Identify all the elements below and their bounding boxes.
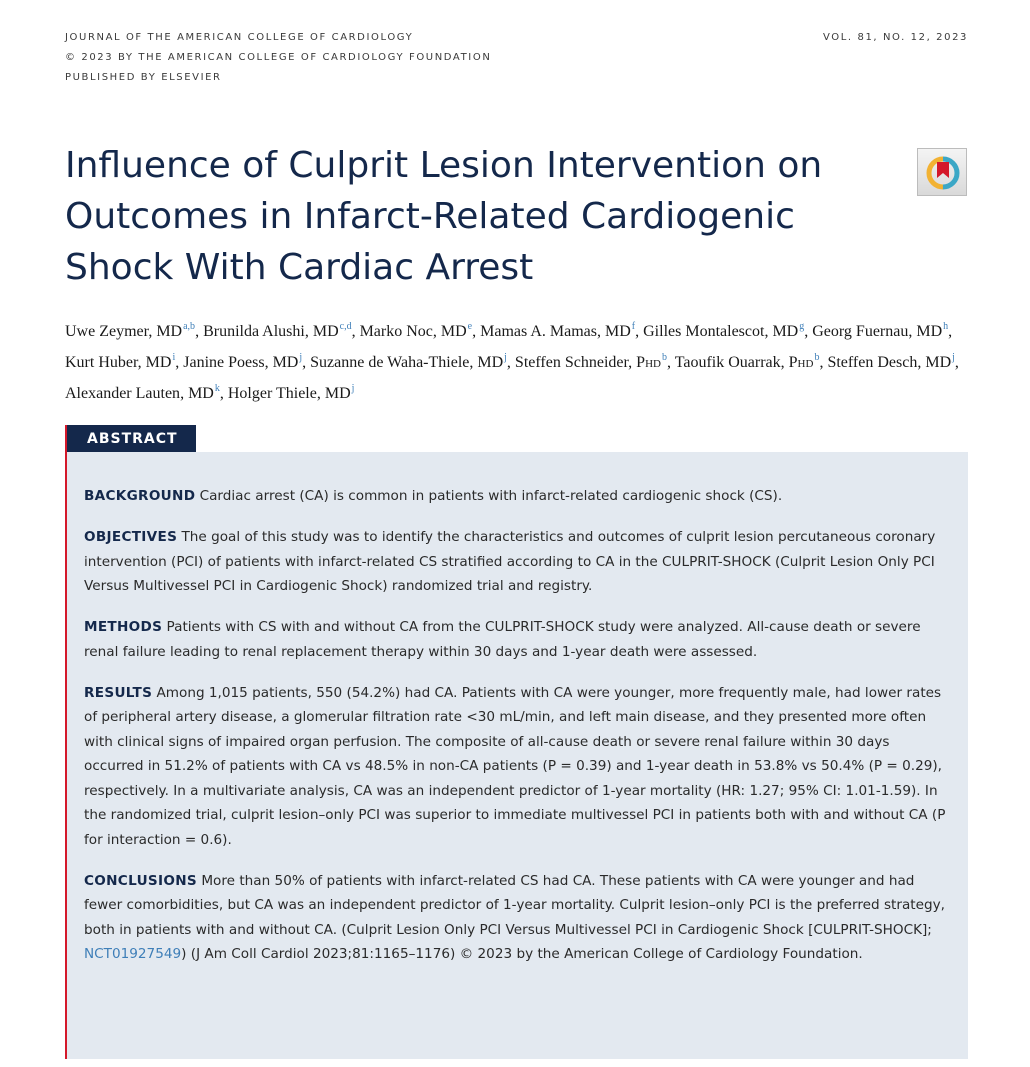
- author-degree: MD: [324, 385, 351, 402]
- author-name: Brunilda Alushi: [203, 323, 305, 340]
- author-affiliation-marker[interactable]: j: [504, 352, 507, 363]
- author-affiliation-marker[interactable]: g: [799, 321, 805, 332]
- author-degree: MD: [440, 323, 467, 340]
- abstract-background: [84, 484, 952, 509]
- author-affiliation-marker[interactable]: k: [214, 383, 220, 394]
- author-name: Janine Poess: [183, 354, 265, 371]
- volume-issue: VOL. 81, NO. 12, 2023: [823, 32, 968, 43]
- author-name: Gilles Montalescot: [643, 323, 765, 340]
- objectives-heading: OBJECTIVES: [84, 529, 178, 545]
- author-degree: MD: [772, 323, 799, 340]
- author-degree: MD: [312, 323, 339, 340]
- author-affiliation-marker[interactable]: j: [351, 383, 355, 394]
- author[interactable]: Brunilda Alushi, MD$^{c,d}$: [203, 321, 352, 340]
- author-affiliation-marker[interactable]: a,b: [183, 321, 196, 332]
- author-name: Kurt Huber: [65, 354, 138, 371]
- author-affiliation-marker[interactable]: c,d: [339, 321, 352, 332]
- author-affiliation-marker[interactable]: b: [661, 352, 667, 363]
- author[interactable]: Suzanne de Waha-Thiele, $MD^j$: [310, 352, 507, 371]
- author[interactable]: Uwe Zeymer, MD$^{a,b}$: [65, 321, 196, 340]
- results-heading: RESULTS: [84, 684, 153, 701]
- author-degree: MD: [188, 385, 214, 402]
- author-degree: MD: [925, 354, 952, 371]
- author-degree: Phd: [636, 354, 661, 371]
- article-title: Influence of Culprit Lesion Intervention on Outcomes in Infarct-Related Cardiogenic Shock With Cardiac Arrest: [65, 145, 823, 288]
- methods-text: Patients with CS with and without CA from the CULPRIT-SHOCK study were analyzed. All-cause death or severe renal failure leading to renal replacement therapy within 30 days and 1-year death were assessed.: [84, 619, 921, 660]
- author-list: Uwe Zeymer, MD$^{a,b}$, Brunilda Alushi, MD$^{c,d}$, Marko Noc, MDe, Mamas A. Mamas, $MD^f$, Gilles Montalescot, $MD^g$, Georg Fuernau, $MD^h$, Kurt Huber, $MD^i$, Janine Poess, $MD^j$, Suzanne de Waha-Thiele, $MD^j$, Steffen Schneider, Phd$^b$, Taoufik Ouarrak, Phd$^b$, Steffen Desch, $MD^j$, Alexander Lauten, $MD^k$, Holger Thiele, $MD^j$: [65, 321, 959, 402]
- author-affiliation-marker[interactable]: h: [943, 321, 949, 332]
- methods-heading: METHODS: [84, 619, 163, 635]
- author[interactable]: Kurt Huber, $MD^i$: [65, 352, 176, 371]
- author-degree: MD: [145, 354, 172, 371]
- journal-name: JOURNAL OF THE AMERICAN COLLEGE OF CARDIOLOGY: [65, 32, 414, 43]
- author-degree: Phd: [788, 354, 814, 371]
- author-name: Marko Noc: [359, 323, 433, 340]
- conclusions-text: More than 50% of patients with infarct-related CS had CA. These patients with CA were younger and had fewer comorbidities, but CA was an independent predictor of 1-year mortality. Culprit lesion–only PCI is the preferred strategy, both in patients with and without CA. (Culprit Lesion Only PCI Versus Multivessel PCI in Cardiogenic Shock [CULPRIT-SHOCK];: [84, 872, 945, 938]
- author-affiliation-marker[interactable]: j: [952, 352, 955, 363]
- author[interactable]: Taoufik Ouarrak, Phd$^b$: [674, 352, 820, 371]
- author[interactable]: Steffen Schneider, Phd$^b$: [514, 352, 667, 371]
- author[interactable]: Gilles Montalescot, $MD^g$: [643, 321, 805, 340]
- author-name: Holger Thiele: [227, 385, 317, 402]
- author[interactable]: Marko Noc, MDe: [359, 321, 473, 340]
- copyright-line: © 2023 BY THE AMERICAN COLLEGE OF CARDIOLOGY FOUNDATION: [65, 52, 492, 63]
- author-name: Taoufik Ouarrak: [674, 354, 781, 371]
- author-affiliation-marker[interactable]: e: [467, 321, 473, 332]
- author-name: Alexander Lauten: [65, 385, 181, 402]
- author-degree: MD: [916, 323, 943, 340]
- author-name: Steffen Schneider: [514, 354, 629, 371]
- journal-masthead: [65, 28, 968, 88]
- author[interactable]: Steffen Desch, $MD^j$: [827, 352, 955, 371]
- author[interactable]: Alexander Lauten, $MD^k$: [65, 383, 220, 402]
- publisher-line: PUBLISHED BY ELSEVIER: [65, 72, 222, 83]
- author[interactable]: Georg Fuernau, $MD^h$: [812, 321, 949, 340]
- author-affiliation-marker[interactable]: f: [631, 321, 636, 332]
- abstract-conclusions: [84, 869, 952, 967]
- author[interactable]: Mamas A. Mamas, $MD^f$: [480, 321, 636, 340]
- author-degree: MD: [605, 323, 631, 340]
- author-name: Mamas A. Mamas: [480, 323, 597, 340]
- author-name: Steffen Desch: [827, 354, 918, 371]
- objectives-text: The goal of this study was to identify the characteristics and outcomes of culprit lesion percutaneous coronary intervention (PCI) of patients with infarct-related CS stratified according to CA in the CULPRIT-SHOCK (Culprit Lesion Only PCI Versus Multivessel PCI in Cardiogenic Shock) randomized trial and registry.: [84, 529, 936, 594]
- abstract-methods: [84, 615, 952, 664]
- author-degree: MD: [272, 354, 299, 371]
- author[interactable]: Holger Thiele, $MD^j$: [227, 383, 355, 402]
- author-degree: MD: [477, 354, 504, 371]
- author-affiliation-marker[interactable]: j: [299, 352, 303, 363]
- crossmark-icon[interactable]: [917, 148, 967, 196]
- author-name: Georg Fuernau: [812, 323, 909, 340]
- author-affiliation-marker[interactable]: i: [172, 352, 176, 363]
- abstract-objectives: [84, 525, 952, 599]
- citation-text: ) (J Am Coll Cardiol 2023;81:1165–1176) © 2023 by the American College of Cardiology Foundation.: [181, 946, 863, 962]
- abstract-results: [84, 681, 952, 853]
- author-name: Suzanne de Waha-Thiele: [310, 354, 470, 371]
- background-heading: BACKGROUND: [84, 488, 196, 504]
- author-name: Uwe Zeymer: [65, 323, 149, 340]
- results-text: Among 1,015 patients, 550 (54.2%) had CA. Patients with CA were younger, more frequently male, had lower rates of peripheral artery disease, a glomerular filtration rate <30 mL/min, and left main disease, and they presented more often with clinical signs of impaired organ perfusion. The composite of all-cause death or severe renal failure within 30 days occurred in 51.2% of patients with CA vs 48.5% in non-CA patients (P = 0.39) and 1-year death in 53.8% vs 50.4% (P = 0.29), respectively. In a multivariate analysis, CA was an independent predictor of 1-year mortality (HR: 1.27; 95% CI: 1.01-1.59). In the randomized trial, culprit lesion–only PCI was superior to immediate multivessel PCI in patients both with and without CA (P for interaction = 0.6).: [84, 684, 946, 848]
- conclusions-heading: CONCLUSIONS: [84, 872, 197, 889]
- author[interactable]: Janine Poess, $MD^j$: [183, 352, 303, 371]
- background-text: Cardiac arrest (CA) is common in patients with infarct-related cardiogenic shock (CS).: [199, 488, 783, 504]
- trial-registry-link[interactable]: NCT01927549: [84, 946, 182, 962]
- author-affiliation-marker[interactable]: b: [814, 352, 820, 363]
- abstract-label: ABSTRACT: [65, 425, 196, 453]
- abstract-content: [84, 484, 952, 983]
- author-degree: MD: [156, 323, 183, 340]
